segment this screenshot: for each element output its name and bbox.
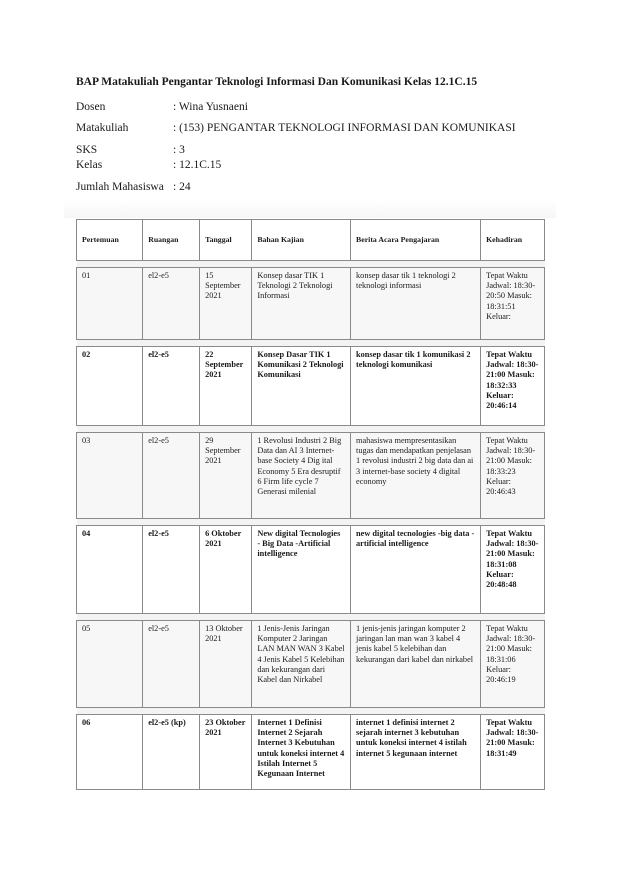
header-berita-acara: Berita Acara Pengajaran [351,220,481,261]
cell-berita-acara: 1 jenis-jenis jaringan komputer 2 jaringan lan man wan 3 kabel 4 jenis kabel 5 kelebihan dan kekurangan dari kabel dan nirkabel [351,621,481,708]
table-row [77,526,545,614]
cell-pertemuan: 06 [77,715,143,790]
table-top-shade [64,200,556,218]
cell-bahan-kajian: Internet 1 Definisi Internet 2 Sejarah Internet 3 Kebutuhan untuk koneksi internet 4 Istilah Internet 5 Kegunaan Internet [252,715,351,790]
table-row [77,715,545,790]
cell-kehadiran: Tepat Waktu Jadwal: 18:30-21:00 Masuk: 18:32:33 Keluar: 20:46:14 [481,347,545,426]
table-row [77,347,545,426]
cell-bahan-kajian: 1 Jenis-Jenis Jaringan Komputer 2 Jaringan LAN MAN WAN 3 Kabel 4 Jenis Kabel 5 Kelebihan dan kekurangan dari Kabel dan Nirkabel [252,621,351,708]
cell-ruangan: el2-e5 [143,347,200,426]
row-spacer [77,261,545,268]
course-info [76,99,546,202]
cell-kehadiran: Tepat Waktu Jadwal: 18:30-21:00 Masuk: 18:33:23 Keluar: 20:46:43 [481,433,545,519]
info-label: Dosen [76,100,106,113]
cell-tanggal: 13 Oktober 2021 [200,621,252,708]
cell-pertemuan: 05 [77,621,143,708]
cell-pertemuan: 03 [77,433,143,519]
attendance-table [76,219,545,790]
cell-tanggal: 6 Oktober 2021 [200,526,252,614]
info-label: Matakuliah [76,122,129,134]
spacer-cell [77,519,545,526]
header-tanggal: Tanggal [200,220,252,261]
cell-pertemuan: 02 [77,347,143,426]
info-row-sks [76,142,546,157]
cell-berita-acara: konsep dasar tik 1 teknologi 2 teknologi informasi [351,268,481,340]
spacer-cell [77,261,545,268]
info-label: SKS [76,143,98,156]
row-spacer [77,614,545,621]
header-bahan-kajian: Bahan Kajian [252,220,351,261]
info-label: Jumlah Mahasiswa [76,181,164,193]
cell-berita-acara: mahasiswa mempresentasikan tugas dan mendapatkan penjelasan 1 revolusi industri 2 big data dan ai 3 internet-base society 4 digital economy [351,433,481,519]
info-row-dosen [76,99,546,114]
cell-bahan-kajian: New digital Tecnologies - Big Data -Artificial intelligence [252,526,351,614]
table-header-row [77,220,545,261]
spacer-cell [77,340,545,347]
info-row-jumlah-mahasiswa [76,172,546,202]
info-row-kelas [76,157,546,172]
document-title: BAP Matakuliah Pengantar Teknologi Informasi Dan Komunikasi Kelas 12.1C.15 [76,76,478,88]
cell-tanggal: 29 September 2021 [200,433,252,519]
header-pertemuan: Pertemuan [77,220,143,261]
info-row-matakuliah [76,114,546,142]
cell-bahan-kajian: 1 Revolusi Industri 2 Big Data dan AI 3 Internet-base Society 4 Dig ital Economy 5 Era desruptif 6 Firm life cycle 7 Generasi milenial [252,433,351,519]
row-spacer [77,340,545,347]
info-value: : (153) PENGANTAR TEKNOLOGI INFORMASI DAN KOMUNIKASI [173,122,516,134]
table-row [77,433,545,519]
cell-tanggal: 22 September 2021 [200,347,252,426]
cell-ruangan: el2-e5 [143,621,200,708]
cell-tanggal: 15 September 2021 [200,268,252,340]
cell-kehadiran: Tepat Waktu Jadwal: 18:30-21:00 Masuk: 18:31:49 [481,715,545,790]
info-value: : 24 [173,181,191,193]
cell-pertemuan: 04 [77,526,143,614]
cell-ruangan: el2-e5 [143,433,200,519]
cell-berita-acara: internet 1 definisi internet 2 sejarah internet 3 kebutuhan untuk koneksi internet 4 istilah internet 5 kegunaan internet [351,715,481,790]
cell-kehadiran: Tepat Waktu Jadwal: 18:30-21:00 Masuk: 18:31:06 Keluar: 20:46:19 [481,621,545,708]
spacer-cell [77,426,545,433]
table-row [77,621,545,708]
spacer-cell [77,708,545,715]
cell-berita-acara: new digital tecnologies -big data -artificial intelligence [351,526,481,614]
cell-ruangan: el2-e5 (kp) [143,715,200,790]
spacer-cell [77,614,545,621]
info-value: : 12.1C.15 [173,158,222,171]
cell-ruangan: el2-e5 [143,268,200,340]
cell-berita-acara: konsep dasar tik 1 komunikasi 2 teknologi komunikasi [351,347,481,426]
cell-ruangan: el2-e5 [143,526,200,614]
row-spacer [77,426,545,433]
cell-kehadiran: Tepat Waktu Jadwal: 18:30-21:00 Masuk: 18:31:08 Keluar: 20:48:48 [481,526,545,614]
row-spacer [77,708,545,715]
cell-tanggal: 23 Oktober 2021 [200,715,252,790]
header-kehadiran: Kehadiran [481,220,545,261]
header-ruangan: Ruangan [143,220,200,261]
cell-bahan-kajian: Konsep dasar TIK 1 Teknologi 2 Teknologi Informasi [252,268,351,340]
info-value: : Wina Yusnaeni [173,100,248,113]
cell-kehadiran: Tepat Waktu Jadwal: 18:30-20:50 Masuk: 18:31:51 Keluar: [481,268,545,340]
cell-pertemuan: 01 [77,268,143,340]
table-row [77,268,545,340]
row-spacer [77,519,545,526]
cell-bahan-kajian: Konsep Dasar TIK 1 Komunikasi 2 Teknologi Komunikasi [252,347,351,426]
info-value: : 3 [173,143,185,156]
info-label: Kelas [76,158,103,171]
